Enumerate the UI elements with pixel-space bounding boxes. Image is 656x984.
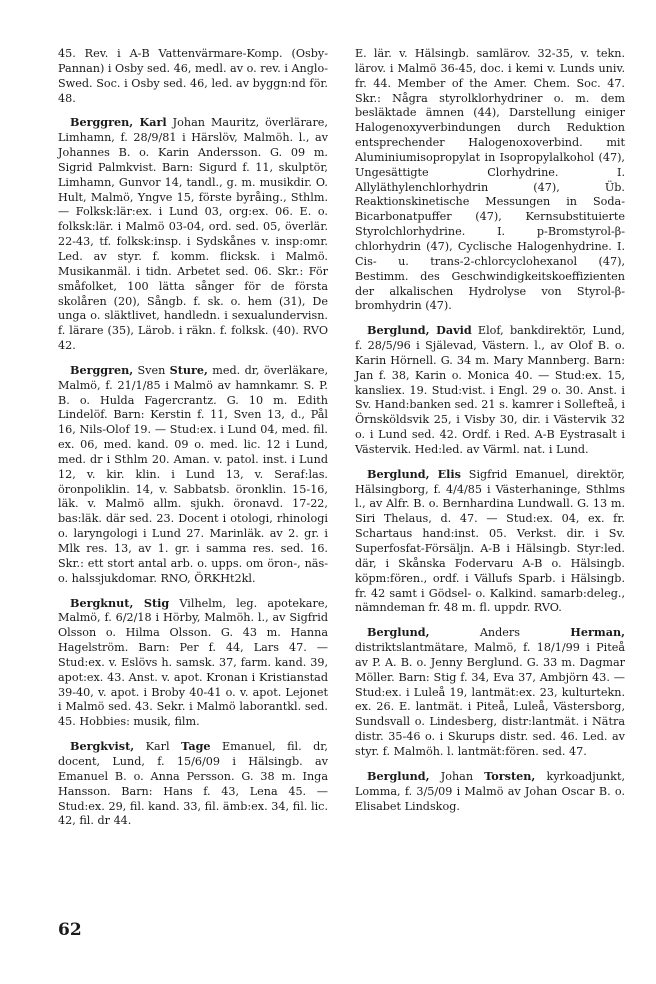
entry-name-part: Anders <box>429 626 571 640</box>
entry-text: med. dr, överläkare, Malmö, f. 21/1/85 i Malmö av hamnkamr. S. P. B. o. Hulda Fagercrantz. G. 10 m. Edith Lindelöf. Barn: Kerstin f. 11, Sven 13, d., Pål 16, Nils-Olof 19. — Stud:ex. i Lund 04, med. fil. ex. 06, med. kand. 09 o. med. lic. 12 i Lund, med. dr i Sthlm 20. Aman. v. patol. inst. i Lund 12, v. kir. klin. i Lund 13, v. Seraf:las. öronpoliklin. 14, v. Sabbatsb. öronklin. 15-16, läk. v. Malmö allm. sjukh. öronavd. 17-22, bas:läk. där sed. 23. Docent i otologi, rhinologi o. laryngologi i Lund 27. Marinläk. av 2. gr. i Mlk res. 13, av 1. gr. i samma res. sed. 16. Skr.: ett stort antal arb. o. upps. om öron-, näs- o. halssjukdomar. RNO, ÖRKHt2kl. <box>58 363 328 585</box>
entry-name: Berglund, Elis <box>367 466 461 481</box>
entry-name: Herman, <box>570 625 625 640</box>
entry-name: Berglund, <box>367 768 430 783</box>
entry-text: E. lär. v. Hälsingb. samlärov. 32-35, v. tekn. lärov. i Malmö 36-45, doc. i kemi v. Lunds univ. fr. 44. Member of the Amer. Chem. Soc. 47. Skr.: Några styrolklorhydriner o. m. dem besläktade ämnen (44), Darstellung einiger Halogenoxyverbindungen durch Reduktion entsprechender Halogenoxoverbind. mit Aluminiumisopropylat in Isopropylalkohol (47), Ungesättigte Clorhydrine. I. Allyläthylenchlorhydrin (47), Üb. Reaktionskinetische Messungen in Soda-Bicarbonatpuffer (47), Kernsubstituierte Styrolchlorhydrine. I. p-Bromstyrol-β-chlorhydrin (47), Cyclische Halogenhydrine. I. Cis- u. trans-2-chlorcyclohexanol (47), Bestimm. des Geschwindigkeitskoeffizienten der alkalischen Hydrolyse von Styrol-β-bromhydrin (47). <box>355 47 625 313</box>
entry-text: Sigfrid Emanuel, direktör, Hälsingborg, f. 4/4/85 i Västerhaninge, Sthlms l., av Alfr. B. o. Bernhardina Lundwall. G. 13 m. Siri Thelaus, d. 47. — Stud:ex. 04, ex. fr. Schartaus hand:inst. 05. Verkst. dir. i Sv. Superfosfat-Försäljn. A-B i Hälsingb. Styr:led. där, i Skånska Fodervaru A-B o. Hälsingb. köpm:fören., ordf. i Vällufs Sparb. i Hälsingb. fr. 42 samt i Gödsel- o. Kalkind. samarb:deleg., nämndeman fr. 48 m. fl. uppdr. RVO. <box>355 467 625 615</box>
entry-name: Torsten, <box>484 768 536 783</box>
left-column <box>58 47 328 838</box>
biography-entry <box>58 363 328 587</box>
entry-name: Berggren, <box>70 362 134 377</box>
biography-entry <box>355 769 625 815</box>
entry-name: Bergkvist, <box>70 739 135 754</box>
biography-entry <box>58 115 328 354</box>
entry-text: Vilhelm, leg. apotekare, Malmö, f. 6/2/18 i Hörby, Malmöh. l., av Sigfrid Olsson o. Hilma Olsson. G. 43 m. Hanna Hagelström. Barn: Per f. 44, Lars 47. — Stud:ex. v. Eslövs h. samsk. 37, farm. kand. 39, apot:ex. 43. Anst. v. apot. Kronan i Kristianstad 39-40, v. apot. i Broby 40-41 o. v. apot. Lejonet i Malmö sed. 43. Sekr. i Malmö laborantkl. sed. 45. Hobbies: musik, film. <box>58 596 328 729</box>
entry-name: Berggren, Karl <box>70 115 167 130</box>
biography-entry <box>58 739 328 829</box>
biography-entry <box>58 596 328 731</box>
biography-entry <box>355 467 625 616</box>
page-number: 62 <box>58 920 82 940</box>
entry-text: Johan Mauritz, överlärare, Limhamn, f. 28/9/81 i Härslöv, Malmöh. l., av Johannes B. o. Karin Andersson. G. 09 m. Sigrid Palmkvist. Barn: Sigurd f. 11, skulptör, Limhamn, Gunvor 14, tandl., g. m. musikdir. O. Hult, Malmö, Yngve 15, förste byråing., Sthlm. — Folksk:lär:ex. i Lund 03, org:ex. 06. E. o. folksk:lär. i Malmö 03-04, ord. sed. 05, överlär. 22-43, tf. folksk:insp. i Sydskånes v. insp:omr. Led. av styr. f. komm. flicksk. i Malmö. Musikanmäl. i tidn. Arbetet sed. 06. Skr.: För småfolket, 100 lätta sånger för de första skolåren (20), Sångb. f. sk. o. hem (31), De unga o. släktlivet, handledn. i sexualundervisn. f. lärare (35), Lärob. i räkn. f. folksk. (40). RVO 42. <box>58 116 328 353</box>
right-column <box>355 47 625 823</box>
entry-text: 45. Rev. i A-B Vattenvärmare-Komp. (Osby-Pannan) i Osby sed. 46, medl. av o. rev. i Anglo-Swed. Soc. i Osby sed. 46, led. av byggn:nd för. 48. <box>58 47 328 105</box>
entry-name: Berglund, <box>367 625 430 640</box>
entry-continuation <box>355 47 625 314</box>
entry-continuation <box>58 47 328 106</box>
entry-text: kyrkoadjunkt, Lomma, f. 3/5/09 i Malmö av Johan Oscar B. o. Elisabet Lindskog. <box>355 769 625 813</box>
entry-name: Bergknut, Stig <box>70 595 170 610</box>
biography-entry <box>355 323 625 458</box>
entry-name-part: Karl <box>134 740 182 754</box>
entry-name-part: Johan <box>429 769 485 783</box>
entry-text: Elof, bankdirektör, Lund, f. 28/5/96 i Själevad, Västern. l., av Olof B. o. Karin Hörnell. G. 34 m. Mary Mannberg. Barn: Jan f. 38, Karin o. Monica 40. — Stud:ex. 15, kansliex. 19. Stud:vist. i Engl. 29 o. 30. Anst. i Sv. Hand:banken sed. 21 s. kamrer i Sollefteå, i Örnsköldsvik 25, i Visby 30, dir. i Västervik 32 o. i Lund sed. 42. Ordf. i Red. A-B Eystrasalt i Västervik. Hed:led. av Värml. nat. i Lund. <box>355 324 625 456</box>
entry-name: Berglund, David <box>367 323 472 338</box>
entry-name-part: Sven <box>133 363 170 377</box>
entry-text: distriktslantmätare, Malmö, f. 18/1/99 i Piteå av P. A. B. o. Jenny Berglund. G. 33 m. Dagmar Möller. Barn: Stig f. 34, Eva 37, Ambjörn 43. — Stud:ex. i Luleå 19, lantmät:ex. 23, kulturtekn. ex. 26. E. lantmät. i Piteå, Luleå, Västersborg, Sundsvall o. Lindesberg, distr:lantmät. i Nätra distr. 35-46 o. i Skurups distr. sed. 46. Led. av styr. f. Malmöh. l. lantmät:fören. sed. 47. <box>355 641 625 758</box>
entry-name: Tage <box>181 739 211 754</box>
biography-entry <box>355 625 625 760</box>
entry-text: Emanuel, fil. dr, docent, Lund, f. 15/6/09 i Hälsingb. av Emanuel B. o. Anna Persson. G. 38 m. Inga Hansson. Barn: Hans f. 43, Lena 45. — Stud:ex. 29, fil. kand. 33, fil. ämb:ex. 34, fil. lic. 42, fil. dr 44. <box>58 740 328 828</box>
entry-name: Sture, <box>169 362 208 377</box>
